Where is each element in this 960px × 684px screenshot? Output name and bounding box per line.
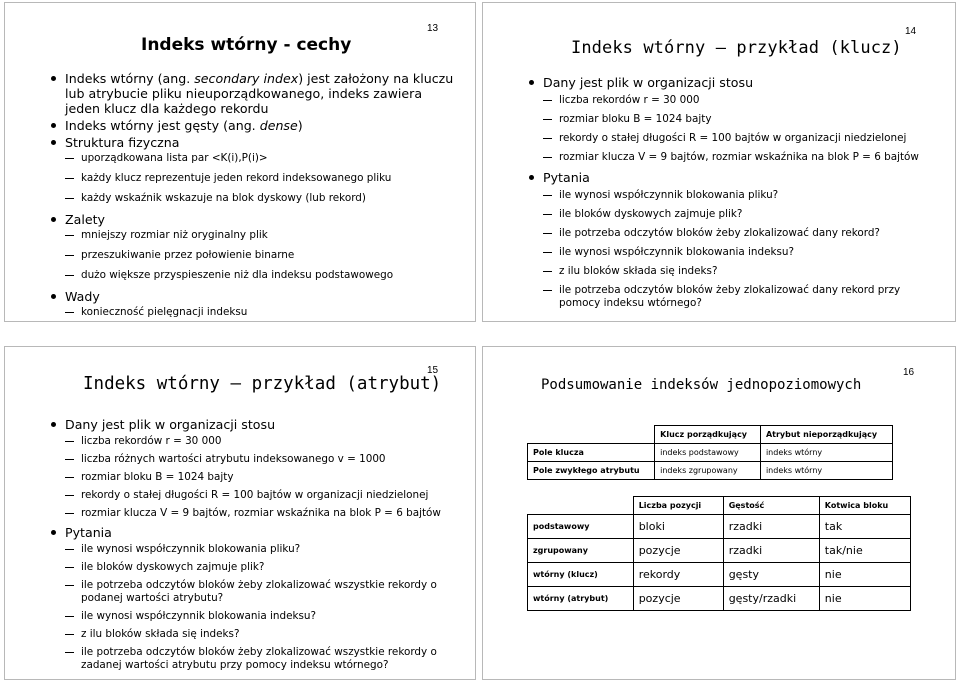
bullet-text: Wady [65,289,100,304]
bullet-item [51,118,461,133]
sub-bullet-item [51,306,461,319]
dash-icon [65,275,74,276]
bullet-text: konieczność pielęgnacji indeksu [81,306,248,318]
bullet-text: liczba różnych wartości atrybutu indeksowanego v = 1000 [81,453,386,465]
table-row-header: podstawowy [528,515,634,539]
table-cell: rzadki [723,539,819,563]
sub-bullet-item [51,646,461,672]
dash-icon [65,495,74,496]
dash-icon [65,652,74,653]
bullet-text: rekordy o stałej długości R = 100 bajtów w organizacji niedzielonej [81,489,429,501]
bullet-text: Pytania [543,170,590,185]
sub-bullet-item [529,94,939,107]
table-cell: tak/nie [819,539,910,563]
bullet-text: Struktura fizyczna [65,135,180,150]
bullet-text: Dany jest plik w organizacji stosu [543,75,754,90]
table-header-cell: Kotwica bloku [819,497,910,515]
table-row [528,563,911,587]
bullet-text: każdy wskaźnik wskazuje na blok dyskowy (lub rekord) [81,192,366,204]
dash-icon [65,477,74,478]
bullet-text: z ilu bloków składa się indeks? [81,628,240,640]
bullet-list [51,417,461,677]
bullet-text: ile bloków dyskowych zajmuje plik? [81,561,265,573]
sub-bullet-item [529,113,939,126]
slide-title: Indeks wtórny - cechy [141,35,352,55]
bullet-text: ile potrzeba odczytów bloków żeby zlokalizować wszystkie rekordy o podanej wartości atrybutu? [81,579,437,604]
bullet-text-part: Indeks wtórny (ang. [65,71,195,86]
slide-13 [4,2,476,322]
sub-bullet-item [529,246,939,259]
bullet-dot-icon [51,422,56,427]
table-row [528,587,911,611]
bullet-item [51,212,461,227]
dash-icon [543,290,552,291]
table-cell: indeks zgrupowany [655,462,761,480]
bullet-text: ile wynosi współczynnik blokowania pliku? [559,189,779,201]
table-header-row [528,426,893,444]
slide-title: Indeks wtórny — przykład (klucz) [571,38,902,58]
bullet-text: ile potrzeba odczytów bloków żeby zlokalizować wszystkie rekordy o zadanej wartości atrybutu przy pomocy indeksu wtórnego? [81,646,437,671]
page-number: 16 [903,367,915,378]
sub-bullet-item [51,579,461,605]
table-cell: gęsty [723,563,819,587]
dash-icon [65,255,74,256]
table-cell: tak [819,515,910,539]
bullet-text: dużo większe przyspieszenie niż dla indeksu podstawowego [81,269,394,281]
bullet-text: ile wynosi współczynnik blokowania indeksu? [81,610,317,622]
dash-icon [65,549,74,550]
sub-bullet-item [51,628,461,641]
bullet-text: Pytania [65,525,112,540]
index-properties-table [527,496,911,611]
bullet-text: rozmiar klucza V = 9 bajtów, rozmiar wskaźnika na blok P = 6 bajtów [559,151,919,163]
dash-icon [543,100,552,101]
dash-icon [65,441,74,442]
table-cell: rzadki [723,515,819,539]
dash-icon [65,585,74,586]
slide-14 [482,2,956,322]
table-cell: indeks wtórny [760,444,892,462]
sub-bullet-item [51,489,461,502]
dash-icon [543,214,552,215]
bullet-text: ile potrzeba odczytów bloków żeby zlokalizować dany rekord? [559,227,880,239]
table-row-header: Pole klucza [528,444,655,462]
bullet-text: przeszukiwanie przez połowienie binarne [81,249,295,261]
dash-icon [65,235,74,236]
sub-bullet-item [51,269,461,282]
bullet-text: Dany jest plik w organizacji stosu [65,417,276,432]
sub-bullet-item [51,249,461,262]
index-type-table [527,425,893,480]
bullet-text: ile wynosi współczynnik blokowania indeksu? [559,246,795,258]
bullet-item [51,71,461,116]
table-cell: indeks wtórny [760,462,892,480]
dash-icon [65,312,74,313]
dash-icon [65,616,74,617]
dash-icon [543,119,552,120]
dash-icon [65,178,74,179]
dash-icon [543,271,552,272]
sub-bullet-item [529,265,939,278]
table-row-header: wtórny (klucz) [528,563,634,587]
dash-icon [65,634,74,635]
table-cell: indeks podstawowy [655,444,761,462]
table-row [528,515,911,539]
table-header-cell: Atrybut nieporządkujący [760,426,892,444]
bullet-item [51,135,461,150]
bullet-item [51,289,461,304]
sub-bullet-item [51,192,461,205]
table-header-cell: Gęstość [723,497,819,515]
sub-bullet-item [51,543,461,556]
bullet-item [529,75,939,90]
table-cell: pozycje [633,587,723,611]
table-row [528,444,893,462]
table-cell: gęsty/rzadki [723,587,819,611]
bullet-text-part: ) [297,118,303,133]
bullet-text-part: secondary index [194,71,299,86]
dash-icon [543,233,552,234]
bullet-text: uporządkowana lista par <K(i),P(i)> [81,152,268,164]
bullet-text: każdy klucz reprezentuje jeden rekord indeksowanego pliku [81,172,392,184]
table-row [528,462,893,480]
dash-icon [65,513,74,514]
bullet-item [529,170,939,185]
bullet-item [51,417,461,432]
bullet-text: ile wynosi współczynnik blokowania pliku? [81,543,301,555]
table-cell: nie [819,563,910,587]
sub-bullet-item [51,507,461,520]
sub-bullet-item [51,561,461,574]
bullet-text: mniejszy rozmiar niż oryginalny plik [81,229,268,241]
table-header-row [528,497,911,515]
slide-title: Indeks wtórny — przykład (atrybut) [83,374,442,394]
sub-bullet-item [51,453,461,466]
sub-bullet-item [51,471,461,484]
bullet-text: rozmiar klucza V = 9 bajtów, rozmiar wskaźnika na blok P = 6 bajtów [81,507,441,519]
bullet-text: z ilu bloków składa się indeks? [559,265,718,277]
sub-bullet-item [529,208,939,221]
bullet-text: rekordy o stałej długości R = 100 bajtów w organizacji niedzielonej [559,132,907,144]
slide-title: Podsumowanie indeksów jednopoziomowych [541,377,862,393]
dash-icon [543,195,552,196]
table-header-cell: Liczba pozycji [633,497,723,515]
sub-bullet-item [51,610,461,623]
sub-bullet-item [51,152,461,165]
sub-bullet-item [529,189,939,202]
bullet-text: rozmiar bloku B = 1024 bajty [559,113,712,125]
sub-bullet-item [529,132,939,145]
sub-bullet-item [529,284,939,310]
table-corner-cell [528,426,655,444]
table-corner-cell [528,497,634,515]
sub-bullet-item [51,229,461,242]
table-row-header: wtórny (atrybut) [528,587,634,611]
bullet-text: rozmiar bloku B = 1024 bajty [81,471,234,483]
bullet-text: ile potrzeba odczytów bloków żeby zlokalizować dany rekord przy pomocy indeksu wtórnego? [559,284,901,309]
bullet-text: Zalety [65,212,105,227]
dash-icon [65,158,74,159]
bullet-dot-icon [51,140,56,145]
table-cell: pozycje [633,539,723,563]
bullet-dot-icon [51,123,56,128]
table-header-cell: Klucz porządkujący [655,426,761,444]
page-number: 14 [905,26,917,37]
bullet-list [529,75,939,316]
slide-16 [482,346,956,680]
table-row [528,539,911,563]
dash-icon [543,157,552,158]
bullet-list [51,71,461,322]
page-number: 15 [427,365,439,376]
bullet-dot-icon [51,294,56,299]
dash-icon [543,252,552,253]
sub-bullet-item [51,172,461,185]
bullet-text-part: ) jest założony na kluczu lub atrybucie pliku nieuporządkowanego, indeks zawiera jeden klucz dla każdego rekordu [65,71,454,116]
table-cell: rekordy [633,563,723,587]
dash-icon [543,138,552,139]
bullet-text: liczba rekordów r = 30 000 [81,435,222,447]
bullet-dot-icon [51,76,56,81]
bullet-item [51,525,461,540]
bullet-text: ile bloków dyskowych zajmuje plik? [559,208,743,220]
bullet-dot-icon [529,175,534,180]
table-cell: bloki [633,515,723,539]
sub-bullet-item [51,435,461,448]
bullet-text: liczba rekordów r = 30 000 [559,94,700,106]
bullet-dot-icon [51,217,56,222]
bullet-dot-icon [529,80,534,85]
slide-15 [4,346,476,680]
bullet-text-part: dense [259,118,298,133]
dash-icon [65,198,74,199]
table-row-header: Pole zwykłego atrybutu [528,462,655,480]
bullet-dot-icon [51,530,56,535]
page-number: 13 [427,23,439,34]
sub-bullet-item [529,227,939,240]
dash-icon [65,567,74,568]
bullet-text-part: Indeks wtórny jest gęsty (ang. [65,118,260,133]
table-row-header: zgrupowany [528,539,634,563]
table-cell: nie [819,587,910,611]
dash-icon [65,459,74,460]
sub-bullet-item [529,151,939,164]
